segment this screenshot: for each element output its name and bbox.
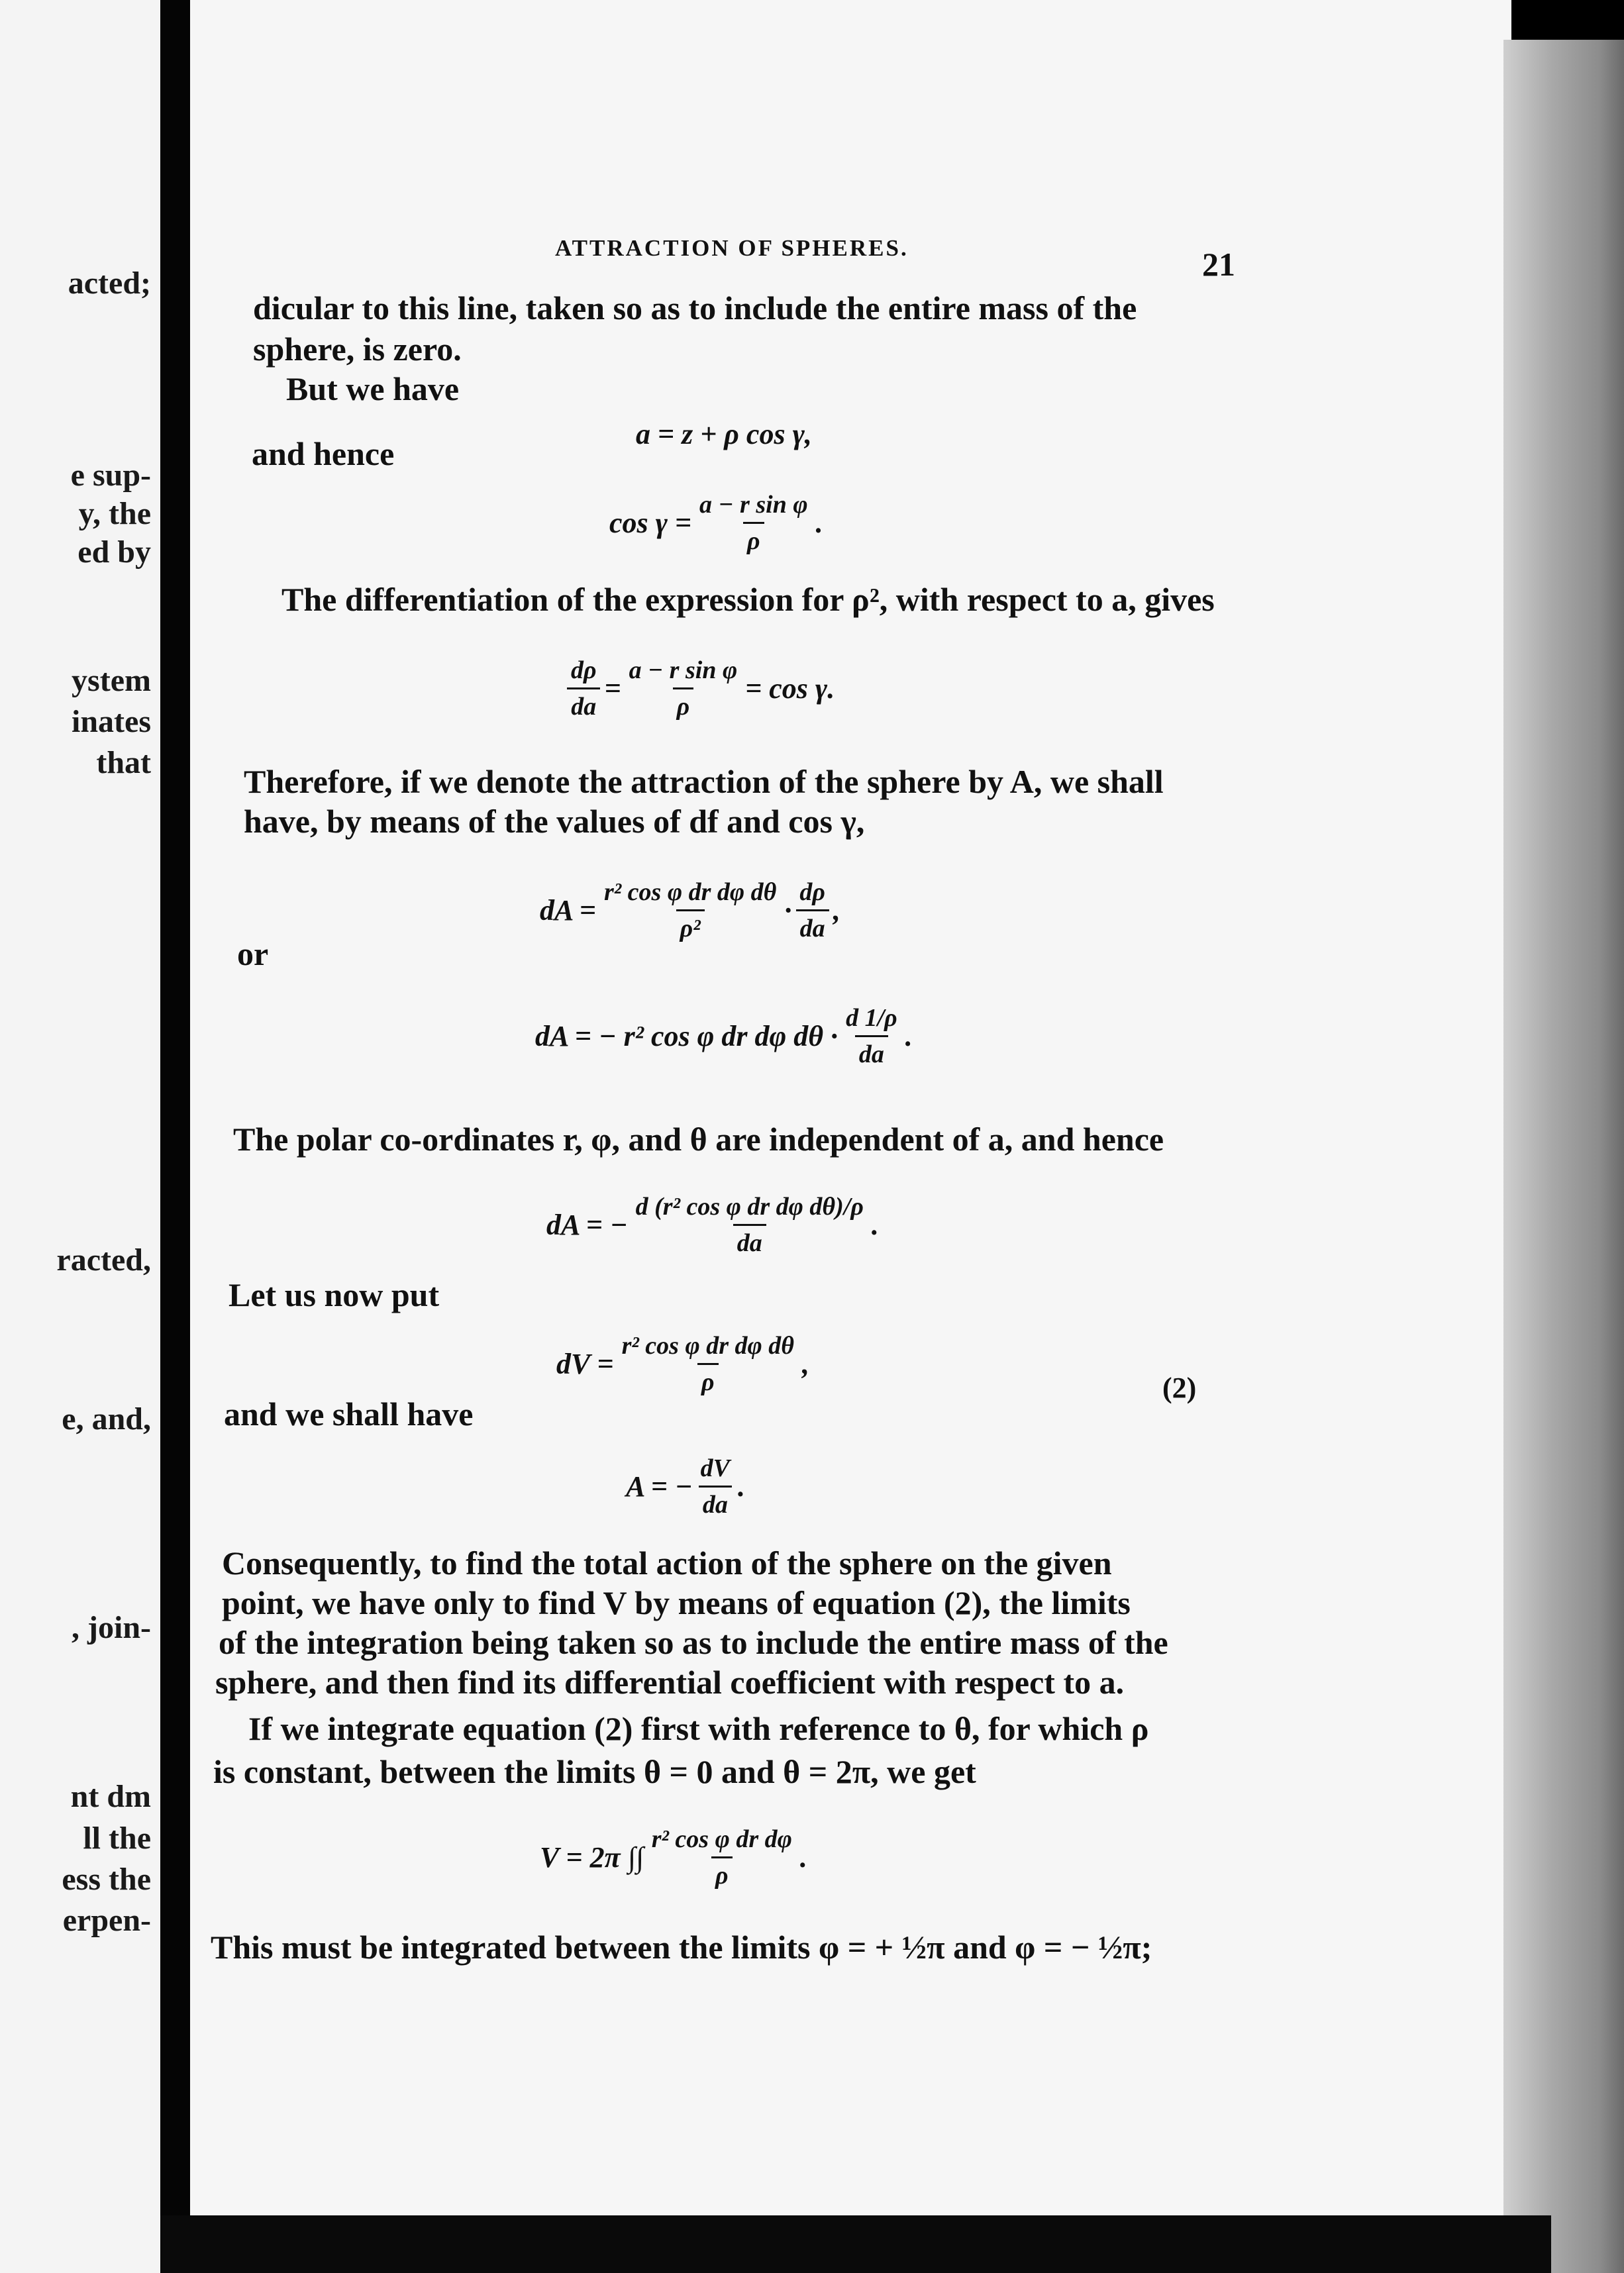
equation	[609, 490, 823, 556]
denominator: ρ	[743, 522, 764, 556]
book-gutter	[160, 0, 190, 2273]
facing-text-line: racted,	[56, 1242, 151, 1278]
fraction	[795, 878, 829, 943]
text-line: sphere, is zero.	[253, 330, 462, 368]
facing-text-line: y, the	[78, 496, 151, 531]
equation	[535, 1003, 913, 1069]
denominator: da	[796, 909, 829, 943]
bottom-shadow	[160, 2215, 1551, 2273]
numerator: r² cos φ dr dφ dθ	[604, 878, 777, 906]
numerator: d (r² cos φ dr dφ dθ)/ρ	[635, 1193, 864, 1221]
page-number: 21	[1202, 246, 1235, 283]
denominator: da	[699, 1486, 732, 1519]
facing-text-line: nt dm	[70, 1779, 151, 1814]
running-title: ATTRACTION OF SPHERES.	[555, 235, 909, 261]
denominator: ρ	[697, 1363, 719, 1397]
text-line: sphere, and then find its differential coefficient with respect to a.	[215, 1664, 1125, 1701]
page-edges	[1503, 40, 1624, 2273]
fraction	[600, 878, 780, 943]
text-line: But we have	[286, 370, 460, 407]
facing-text-line: , join-	[72, 1610, 151, 1645]
facing-page-fragment	[0, 0, 160, 2273]
fraction	[567, 656, 601, 721]
equation	[563, 656, 835, 721]
fraction	[842, 1003, 901, 1069]
equation	[546, 1192, 879, 1258]
text-line: The polar co-ordinates r, φ, and θ are independent of a, and hence	[233, 1121, 1164, 1158]
numerator: a − r sin φ	[699, 491, 808, 519]
eq-end: .	[815, 507, 823, 539]
facing-text-line: ll the	[83, 1821, 151, 1856]
text-line: and hence	[252, 435, 395, 472]
text-line: point, we have only to find V by means of equation (2), the limits	[222, 1584, 1131, 1621]
equation-number: (2)	[1162, 1372, 1197, 1404]
text-line: This must be integrated between the limits φ = + ½π and φ = − ½π;	[211, 1929, 1152, 1966]
eq-end: .	[905, 1020, 913, 1052]
fraction	[648, 1825, 796, 1890]
eq-lhs: dA = −	[546, 1209, 628, 1241]
eq-end: .	[738, 1470, 746, 1503]
eq-lhs: dA = − r² cos φ dr dφ dθ ·	[535, 1020, 838, 1052]
fraction	[695, 490, 812, 556]
numerator: dρ	[571, 656, 597, 684]
eq-end: ,	[801, 1348, 809, 1380]
fraction	[618, 1331, 798, 1397]
denominator: ρ²	[676, 909, 705, 943]
numerator: r² cos φ dr dφ dθ	[621, 1332, 794, 1360]
numerator: dV	[700, 1454, 731, 1482]
equation: a = z + ρ cos γ,	[636, 418, 812, 450]
facing-text-line: e, and,	[62, 1401, 151, 1437]
text-line: and we shall have	[224, 1395, 474, 1433]
equation	[540, 878, 840, 943]
text-line: is constant, between the limits θ = 0 and θ = 2π, we get	[213, 1753, 976, 1790]
facing-text-line: e sup-	[70, 458, 151, 493]
denominator: ρ	[673, 687, 694, 721]
facing-text-line: that	[96, 745, 151, 780]
numerator: dρ	[799, 878, 825, 906]
facing-text-line: inates	[72, 704, 151, 739]
equation	[626, 1454, 745, 1519]
numerator: r² cos φ dr dφ	[651, 1825, 792, 1853]
facing-text-line: ess the	[62, 1862, 151, 1897]
eq-mid: =	[604, 672, 621, 705]
fraction	[632, 1192, 868, 1258]
fraction	[625, 656, 742, 721]
text-line: Therefore, if we denote the attraction of the sphere by A, we shall	[244, 763, 1164, 800]
facing-text-line: ed by	[77, 534, 151, 570]
text-line: dicular to this line, taken so as to include the entire mass of the	[253, 289, 1137, 327]
text-line: of the integration being taken so as to include the entire mass of the	[219, 1624, 1168, 1661]
eq-lhs: cos γ =	[609, 507, 692, 539]
text-line: or	[237, 935, 269, 972]
eq-end: .	[871, 1209, 879, 1241]
text-line: The differentiation of the expression for ρ², with respect to a, gives	[281, 581, 1215, 618]
facing-text-line: erpen-	[62, 1903, 151, 1938]
text-line: Consequently, to find the total action of the sphere on the given	[222, 1544, 1112, 1582]
equation	[540, 1825, 807, 1890]
text-line: have, by means of the values of df and cos γ,	[244, 803, 865, 840]
denominator: ρ	[711, 1856, 733, 1890]
eq-end: = cos γ.	[745, 672, 835, 705]
eq-end: ,	[833, 894, 840, 927]
eq-lhs: dA =	[540, 894, 596, 927]
denominator: da	[733, 1224, 766, 1258]
eq-lhs: A = −	[626, 1470, 693, 1503]
equation	[556, 1331, 809, 1397]
eq-lhs: V = 2π ∫∫	[540, 1841, 644, 1874]
facing-text-line: acted;	[68, 266, 151, 301]
text-line: If we integrate equation (2) first with reference to θ, for which ρ	[248, 1710, 1149, 1747]
eq-dot: ·	[784, 894, 792, 927]
fraction	[697, 1454, 734, 1519]
eq-end: .	[799, 1841, 807, 1874]
facing-text-line: ystem	[72, 663, 151, 698]
numerator: d 1/ρ	[846, 1004, 897, 1032]
eq-lhs: dV =	[556, 1348, 614, 1380]
numerator: a − r sin φ	[629, 656, 738, 684]
text-line: Let us now put	[228, 1276, 440, 1313]
denominator: da	[855, 1035, 888, 1069]
denominator: da	[567, 687, 600, 721]
